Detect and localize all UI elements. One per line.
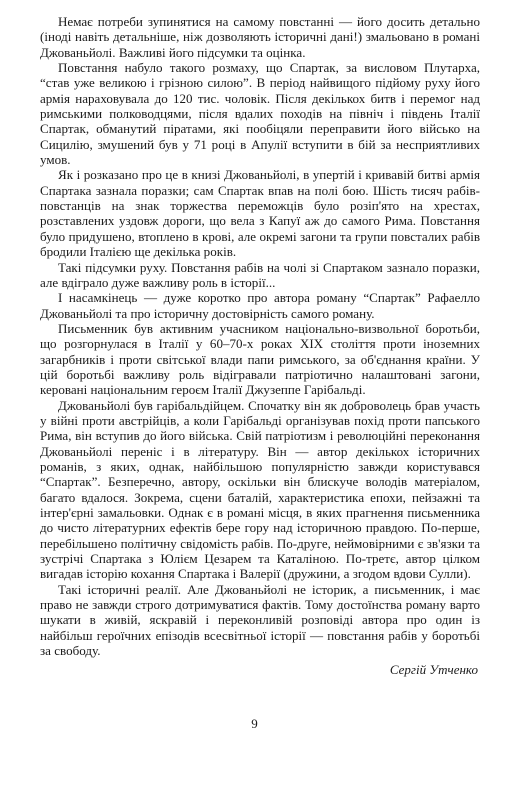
paragraph-7: Джованьйолі був гарібальдійцем. Спочатку він як доброволець брав участь у війні проти австрійців, а коли Гарібальді організував похід проти папського Рима, він вступив до його війська. Свій патріотизм і революційні переконання Джованьйолі переніс і в літературу. Він — автор декількох історичних романів, з яких, однак, найбільшою популярністю завжди користувався “Спартак”. Безперечно, автору, оскільки він блискуче володів матеріалом, багато вдалося. Зокрема, сцени баталій, характеристика епохи, пейзажні та інтер'єрні замальовки. Однак є в романі місця, в яких прагнення письменника до чисто літературних ефектів бере гору над історичною правдою. По-перше, перебільшено політичну свідомість рабів. По-друге, неймовірними є зв'язки та зустрічі Спартака з Юлієм Цезарем та Каталіною. По-третє, автор цілком вигадав історію кохання Спартака і Валерії (дружини, а згодом вдови Сулли). bbox=[40, 397, 480, 582]
page-body bbox=[40, 14, 480, 678]
paragraph-2: Повстання набуло такого розмаху, що Спартак, за висловом Плутарха, “став уже великою і грізною силою”. В період найвищого підйому руху його армія нараховувала до 120 тис. чоловік. Після декількох битв і перемог над римськими полководцями, після вдалих походів на північ і південь Італії Спартак, обманутий піратами, які пообіцяли переправити його військо на Сицилію, змушений був у 71 році в Апулії вступити в бій за несприятливих умов. bbox=[40, 60, 480, 168]
author-signature: Сергій Утченко bbox=[389, 662, 478, 678]
page-number: 9 bbox=[251, 716, 258, 731]
paragraph-3: Як і розказано про це в книзі Джованьйолі, в упертій і кривавій битві армія Спартака зазнала поразки; сам Спартак впав на полі бою. Шість тисяч рабів-повстанців на знак торжества переможців було розіп'ято на хрестах, розставлених уздовж дороги, що вела з Капуї аж до самого Рима. Повстання було придушено, втоплено в крові, але окремі загони та групи повсталих рабів бродили Італією ще декілька років. bbox=[40, 167, 480, 260]
paragraph-8: Такі історичні реалії. Але Джованьйолі не історик, а письменник, і має право не завжди строго дотримуватися фактів. Тому достоїнства роману варто шукати в живій, яскравій і переконливій розповіді автора про один із найбільш героїчних епізодів всесвітньої історії — повстання рабів у боротьбі за свободу. bbox=[40, 581, 480, 659]
paragraph-1: Немає потреби зупинятися на самому повстанні — його досить детально (іноді навіть детальніше, ніж дозволяють історичні дані!) змальовано в романі Джованьйолі. Важливі його підсумки та оцінка. bbox=[40, 14, 480, 60]
paragraph-4: Такі підсумки руху. Повстання рабів на чолі зі Спартаком зазнало поразки, але вдіграло дуже важливу роль в історії... bbox=[40, 259, 480, 290]
paragraph-5: І насамкінець — дуже коротко про автора роману “Спартак” Рафаелло Джованьйолі та про історичну достовірність самого роману. bbox=[40, 290, 480, 321]
paragraph-6: Письменник був активним учасником національно-визвольної боротьби, що розгорнулася в Італії у 60–70-х роках XIX століття проти іноземних загарбників і проти світської влади папи римського, за об'єднання країни. У цій боротьбі важливу роль відігравали патріотично налаштовані загони, керовані національним героєм Італії Джузеппе Гарібальді. bbox=[40, 320, 480, 398]
